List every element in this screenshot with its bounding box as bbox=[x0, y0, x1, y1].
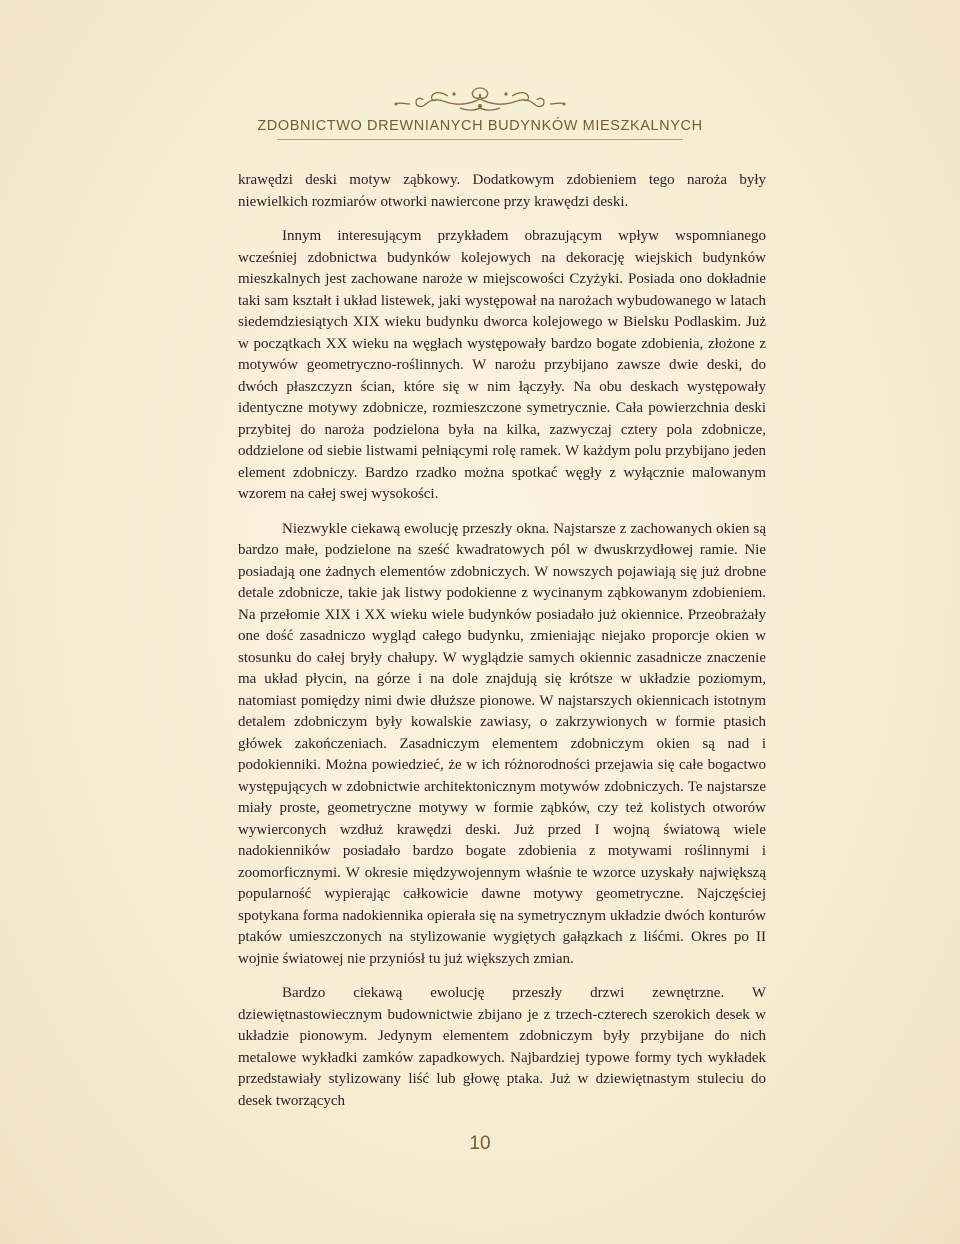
paragraph-3: Niezwykle ciekawą ewolucję przeszły okna. Najstarsze z zachowanych okien są bardzo małe, podzielone na sześć kwadratowych pól w dwuskrzydłowej ramie. Nie posiadają one żadnych elementów zdobniczych. W nowszych pojawiają się już drobne detale zdobnicze, takie jak listwy podokienne z wycinanym ząbkowanym zdobieniem. Na przełomie XIX i XX wieku wiele budynków posiadało już okiennice. Przeobrażały one dość zasadniczo wygląd całego budynku, zmieniając niejako proporcje okien w stosunku do całej bryły chałupy. W wyglądzie samych okiennic zasadnicze znaczenie ma układ płycin, na górze i na dole znajdują się krótsze w układzie poziomym, natomiast pomiędzy nimi dwie dłuższe pionowe. W najstarszych okiennicach istotnym detalem zdobniczym były kowalskie zawiasy, o zakrzywionych w formie ptasich główek zakończeniach. Zasadniczym elementem zdobniczym okien są nad i podokienniki. Można powiedzieć, że w ich różnorodności przejawia się całe bogactwo występujących w zdobnictwie architektonicznym motywów zdobniczych. Te najstarsze miały proste, geometryczne motywy w formie ząbków, czy też kolistych otworów wywierconych wzdłuż krawędzi deski. Już przed I wojną światową wiele nadokienników posiadało bardzo bogate zdobienia z motywami roślinnymi i zoomorficznymi. W okresie międzywojennym właśnie te wzorce uzyskały największą popularność wypierając całkowicie dawne motywy geometryczne. Najczęściej spotykana forma nadokiennika opierała się na symetrycznym układzie dwóch konturów ptaków umieszczonych na stylizowanie wygiętych gałązkach z liśćmi. Okres po II wojnie światowej nie przyniósł tu już większych zmian. bbox=[238, 520, 766, 967]
paragraph-1: krawędzi deski motyw ząbkowy. Dodatkowym zdobieniem tego naroża były niewielkich rozmiarów otworki nawiercone przy krawędzi deski. bbox=[238, 172, 766, 210]
main-text bbox=[238, 170, 766, 1125]
paragraph-2: Innym interesującym przykładem obrazującym wpływ wspomnianego wcześniej zdobnictwa budynków kolejowych na dekorację wiejskich budynków mieszkalnych jest zachowane naroże w miejscowości Czyżyki. Posiada ono dokładnie taki sam kształt i układ listewek, jaki występował na narożach wybudowanego w latach siedemdziesiątych XIX wieku budynku dworca kolejowego w Bielsku Podlaskim. Już w początkach XX wieku na węgłach występowały bardzo bogate zdobienia, złożone z motywów geometryczno-roślinnych. W narożu przybijano zawsze dwie deski, do dwóch płaszczyzn ścian, które się w nim łączyły. Na obu deskach występowały identyczne motywy zdobnicze, rozmieszczone symetrycznie. Cała powierzchnia deski przybitej do naroża podzielona była na kilka, zazwyczaj cztery pola zdobnicze, oddzielone od siebie listwami pełniącymi rolę ramek. W każdym polu przybijano jeden element zdobniczy. Bardzo rzadko można spotkać węgły z wyłącznie malowanym wzorem na całej swej wysokości. bbox=[238, 228, 766, 502]
page-header bbox=[0, 82, 960, 140]
running-title: ZDOBNICTWO DREWNIANYCH BUDYNKÓW MIESZKALNYCH bbox=[257, 118, 703, 134]
header-divider bbox=[277, 139, 683, 140]
decorative-scroll-ornament-icon bbox=[390, 82, 570, 116]
page-number: 10 bbox=[469, 1133, 491, 1154]
paragraph-4: Bardzo ciekawą ewolucję przeszły drzwi zewnętrzne. W dziewiętnastowiecznym budownictwie zbijano je z trzech-czterech szerokich desek w układzie pionowym. Jedynym elementem zdobniczym były przybijane do nich metalowe wykładki zamków zapadkowych. Najbardziej typowe formy tych wykładek przedstawiały stylizowany liść lub głowę ptaka. Już w dziewiętnastym stuleciu do desek tworzących bbox=[238, 985, 766, 1109]
